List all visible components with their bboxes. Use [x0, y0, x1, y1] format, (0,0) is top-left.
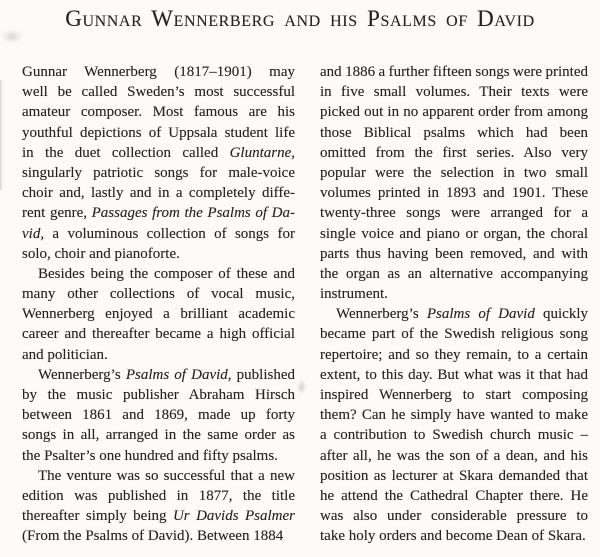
text-line	[22, 324, 295, 344]
text-line	[22, 102, 295, 122]
paragraph	[22, 62, 295, 264]
text-segment: a voluminous collection of songs for	[44, 225, 295, 242]
text-segment: and 1886 a further fifteen songs were printed	[320, 64, 588, 80]
text-line	[320, 203, 588, 223]
text-line	[320, 264, 588, 284]
left-column	[22, 62, 295, 547]
text-segment: rent genre,	[22, 205, 92, 222]
text-segment: edition was published in 1877, the title	[22, 487, 295, 504]
text-segment: instrument.	[320, 286, 388, 303]
text-line	[320, 143, 588, 163]
text-segment: in five small volumes. Their texts were	[320, 84, 588, 101]
text-segment: Besides being the composer of these and	[38, 265, 295, 282]
text-segment: singularly patriotic songs for male-voice	[22, 164, 295, 181]
text-line	[22, 143, 295, 163]
text-segment: repertoire; and so they remain, to a certain	[320, 346, 588, 363]
text-line	[320, 224, 588, 244]
text-segment: picked out in no apparent order from among	[320, 104, 588, 121]
text-segment: solo, choir and pianoforte.	[22, 245, 180, 262]
text-segment: volumes printed in 1893 and 1901. These	[320, 185, 588, 202]
text-segment: Wennerberg’s	[336, 306, 427, 323]
text-columns	[22, 62, 588, 547]
text-line	[320, 425, 588, 445]
text-segment: those Biblical psalms which had been	[320, 124, 588, 141]
text-line	[22, 345, 295, 365]
text-line	[320, 526, 588, 546]
text-line	[22, 385, 295, 405]
text-line	[22, 405, 295, 425]
text-segment: omitted from the first series. Also very	[320, 144, 588, 161]
paragraph	[22, 365, 295, 466]
text-line	[320, 62, 588, 82]
text-segment: a contribution to Swedish church music –	[320, 427, 588, 444]
text-segment: the Psalter’s one hundred and fifty psalms.	[22, 447, 278, 464]
page-title: Gunnar Wennerberg and his Psalms of David	[65, 6, 535, 31]
text-segment: after all, he was the son of a dean, and his	[320, 447, 588, 464]
text-segment: quickly	[534, 306, 588, 323]
text-segment: in the duet collection called	[22, 144, 230, 161]
text-segment: well be called Sweden’s most successful	[22, 84, 295, 101]
text-line	[22, 425, 295, 445]
text-line	[22, 486, 295, 506]
text-segment: (From the Psalms of David). Between 1884	[22, 528, 284, 545]
text-line	[320, 345, 588, 365]
text-line	[22, 264, 295, 284]
right-column	[320, 62, 588, 547]
text-line	[320, 446, 588, 466]
text-line	[320, 405, 588, 425]
text-segment: he attend the Cathedral Chapter there. He	[320, 487, 588, 504]
text-segment: twenty-three songs were arranged for a	[320, 205, 588, 222]
text-line	[320, 466, 588, 486]
italic-text-segment: Psalms of David	[426, 306, 535, 323]
text-line	[22, 183, 295, 203]
text-segment: position as lecturer at Skara demanded that	[320, 467, 588, 484]
text-segment: by the music publisher Abraham Hirsch	[22, 387, 295, 403]
text-segment: Gunnar Wennerberg (1817–1901) may	[22, 64, 295, 80]
text-segment: became part of the Swedish religious song	[320, 326, 588, 343]
text-line	[22, 62, 295, 82]
text-line	[22, 284, 295, 304]
text-segment: popular were the selection in two small	[320, 164, 588, 181]
text-line	[320, 385, 588, 405]
text-segment: amateur composer. Most famous are his	[22, 104, 295, 121]
italic-text-segment: Psalms of David,	[125, 366, 232, 383]
text-segment: career and thereafter became a high official	[22, 326, 295, 343]
text-line	[320, 82, 588, 102]
text-line	[22, 365, 295, 385]
italic-text-segment: Ur Davids Psalmer	[172, 508, 295, 525]
text-line	[22, 526, 295, 546]
text-line	[22, 224, 295, 244]
text-line	[320, 244, 588, 264]
text-segment: thereafter simply being	[22, 508, 173, 525]
text-segment: youthful depictions of Uppsala student life	[22, 124, 295, 141]
text-segment: The venture was so successful that a new	[38, 467, 295, 484]
text-segment: and politician.	[22, 346, 108, 363]
text-line	[22, 203, 295, 223]
italic-text-segment: Gluntarne,	[229, 144, 295, 161]
text-segment: Wennerberg enjoyed a brilliant academic	[22, 306, 295, 323]
text-line	[320, 486, 588, 506]
text-segment: published	[231, 366, 295, 383]
text-line	[22, 506, 295, 526]
text-line	[320, 102, 588, 122]
text-segment: Wennerberg’s	[38, 366, 126, 383]
text-line	[320, 365, 588, 385]
text-segment: many other collections of vocal music,	[22, 286, 295, 303]
text-segment: single voice and piano or organ, the choral	[320, 225, 588, 242]
text-segment: inspired Wennerberg to start composing	[320, 387, 588, 403]
text-line	[22, 82, 295, 102]
text-segment: take holy orders and become Dean of Skara.	[320, 528, 586, 545]
text-segment: songs in all, arranged in the same order as	[22, 427, 295, 444]
paragraph	[320, 304, 588, 546]
paragraph	[22, 466, 295, 547]
text-segment: parts thus having been removed, and with	[320, 245, 588, 262]
paragraph	[22, 264, 295, 365]
paragraph	[320, 62, 588, 304]
text-line	[320, 123, 588, 143]
text-segment: the organ as an alternative accompanying	[320, 265, 588, 282]
text-segment: was also under considerable pressure to	[320, 508, 588, 525]
text-line	[320, 183, 588, 203]
text-segment: between 1861 and 1869, made up forty	[22, 407, 295, 424]
text-segment: extent, to this day. But what was it that had	[320, 366, 588, 383]
text-line	[320, 324, 588, 344]
text-segment: them? Can he simply have wanted to make	[320, 407, 588, 424]
text-line	[22, 244, 295, 264]
italic-text-segment: vid,	[22, 225, 45, 242]
text-line	[22, 466, 295, 486]
text-line	[22, 446, 295, 466]
text-line	[320, 506, 588, 526]
text-line	[320, 163, 588, 183]
text-segment: choir and, lastly and in a completely diffe-	[22, 185, 295, 202]
text-line	[22, 163, 295, 183]
text-line	[320, 284, 588, 304]
text-line	[22, 123, 295, 143]
text-line	[320, 304, 588, 324]
text-line	[22, 304, 295, 324]
scan-edge-shadow	[0, 80, 3, 190]
italic-text-segment: Passages from the Psalms of Da-	[91, 205, 295, 222]
